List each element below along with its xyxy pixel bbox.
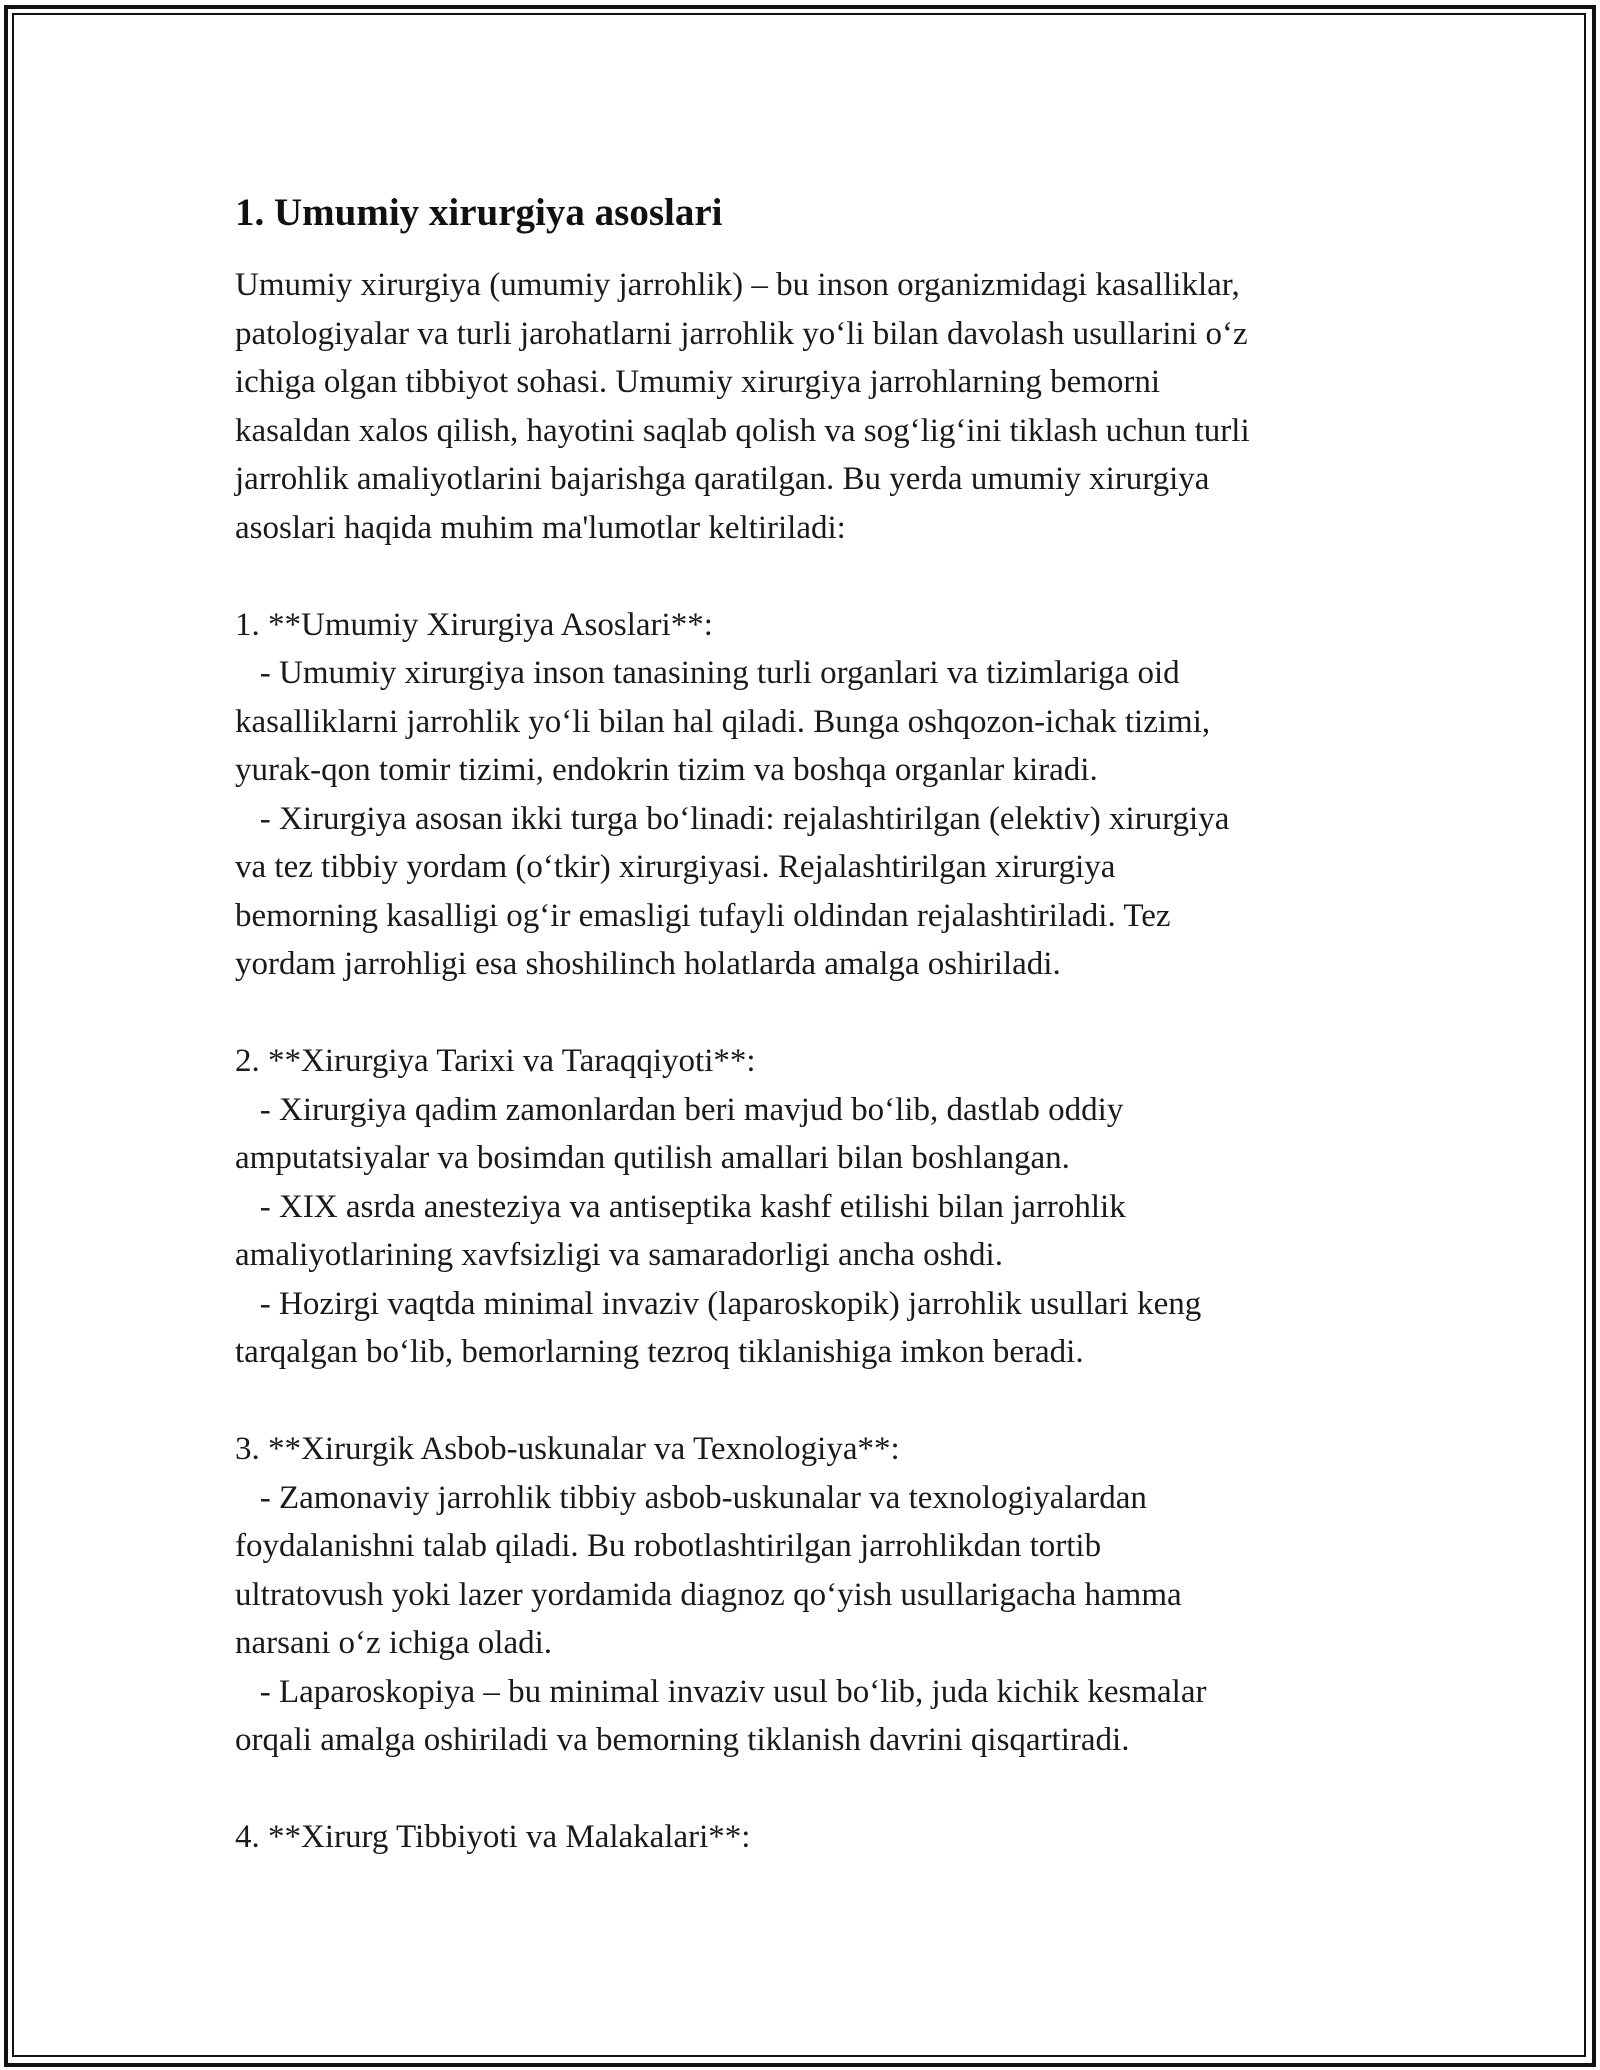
text-line: yurak-qon tomir tizimi, endokrin tizim va boshqa organlar kiradi. xyxy=(235,752,1098,788)
text-line: ichiga olgan tibbiyot sohasi. Umumiy xirurgiya jarrohlarning bemorni xyxy=(235,364,1161,400)
text-line: amaliyotlarining xavfsizligi va samaradorligi ancha oshdi. xyxy=(235,1237,1003,1273)
document-body xyxy=(235,185,1385,1862)
text-line: kasaldan xalos qilish, hayotini saqlab qolish va sog‘lig‘ini tiklash uchun turli xyxy=(235,412,1250,449)
text-line: - Hozirgi vaqtda minimal invaziv (laparoskopik) jarrohlik usullari keng xyxy=(235,1285,1202,1322)
text-line: - Xirurgiya qadim zamonlardan beri mavjud bo‘lib, dastlab oddiy xyxy=(235,1091,1124,1128)
text-line: amputatsiyalar va bosimdan qutilish amallari bilan boshlangan. xyxy=(235,1140,1070,1176)
text-line: - Xirurgiya asosan ikki turga bo‘linadi: rejalashtirilgan (elektiv) xirurgiya xyxy=(235,800,1230,837)
section-heading: 3. **Xirurgik Asbob-uskunalar va Texnologiya**: xyxy=(235,1431,900,1467)
text-line: yordam jarrohligi esa shoshilinch holatlarda amalga oshiriladi. xyxy=(235,946,1061,982)
text-line: - Zamonaviy jarrohlik tibbiy asbob-uskunalar va texnologiyalardan xyxy=(235,1479,1147,1516)
text-line: tarqalgan bo‘lib, bemorlarning tezroq tiklanishiga imkon beradi. xyxy=(235,1334,1084,1370)
section-heading: 1. **Umumiy Xirurgiya Asoslari**: xyxy=(235,606,713,643)
text-line: orqali amalga oshiriladi va bemorning tiklanish davrini qisqartiradi. xyxy=(235,1722,1130,1758)
text-line: Umumiy xirurgiya (umumiy jarrohlik) – bu inson organizmidagi kasalliklar, xyxy=(235,267,1240,303)
text-line: patologiyalar va turli jarohatlarni jarrohlik yo‘li bilan davolash usullarini o‘z xyxy=(235,315,1248,352)
text-line: asoslari haqida muhim ma'lumotlar keltiriladi: xyxy=(235,509,846,546)
text-line: - XIX asrda anesteziya va antiseptika kashf etilishi bilan jarrohlik xyxy=(235,1188,1126,1225)
text-line: bemorning kasalligi og‘ir emasligi tufayli oldindan rejalashtiriladi. Tez xyxy=(235,897,1171,934)
blank-line xyxy=(235,1765,1385,1814)
text-line: - Umumiy xirurgiya inson tanasining turli organlari va tizimlariga oid xyxy=(235,655,1180,691)
blank-line xyxy=(235,989,1385,1038)
blank-line xyxy=(235,552,1385,601)
text-line: ultratovush yoki lazer yordamida diagnoz qo‘yish usullarigacha hamma xyxy=(235,1576,1182,1613)
blank-line xyxy=(235,1377,1385,1426)
text-line: va tez tibbiy yordam (o‘tkir) xirurgiyasi. Rejalashtirilgan xirurgiya xyxy=(235,849,1116,885)
text-line: narsani o‘z ichiga oladi. xyxy=(235,1625,553,1661)
document-title: 1. Umumiy xirurgiya asoslari xyxy=(235,191,723,234)
text-line: foydalanishni talab qiladi. Bu robotlashtirilgan jarrohlikdan tortib xyxy=(235,1528,1102,1564)
section-heading: 4. **Xirurg Tibbiyoti va Malakalari**: xyxy=(235,1819,751,1855)
text-line: kasalliklarni jarrohlik yo‘li bilan hal qiladi. Bunga oshqozon-ichak tizimi, xyxy=(235,703,1211,740)
text-line: jarrohlik amaliyotlarini bajarishga qaratilgan. Bu yerda umumiy xirurgiya xyxy=(235,461,1210,497)
text-line: - Laparoskopiya – bu minimal invaziv usul bo‘lib, juda kichik kesmalar xyxy=(235,1673,1207,1710)
section-heading: 2. **Xirurgiya Tarixi va Taraqqiyoti**: xyxy=(235,1043,756,1079)
